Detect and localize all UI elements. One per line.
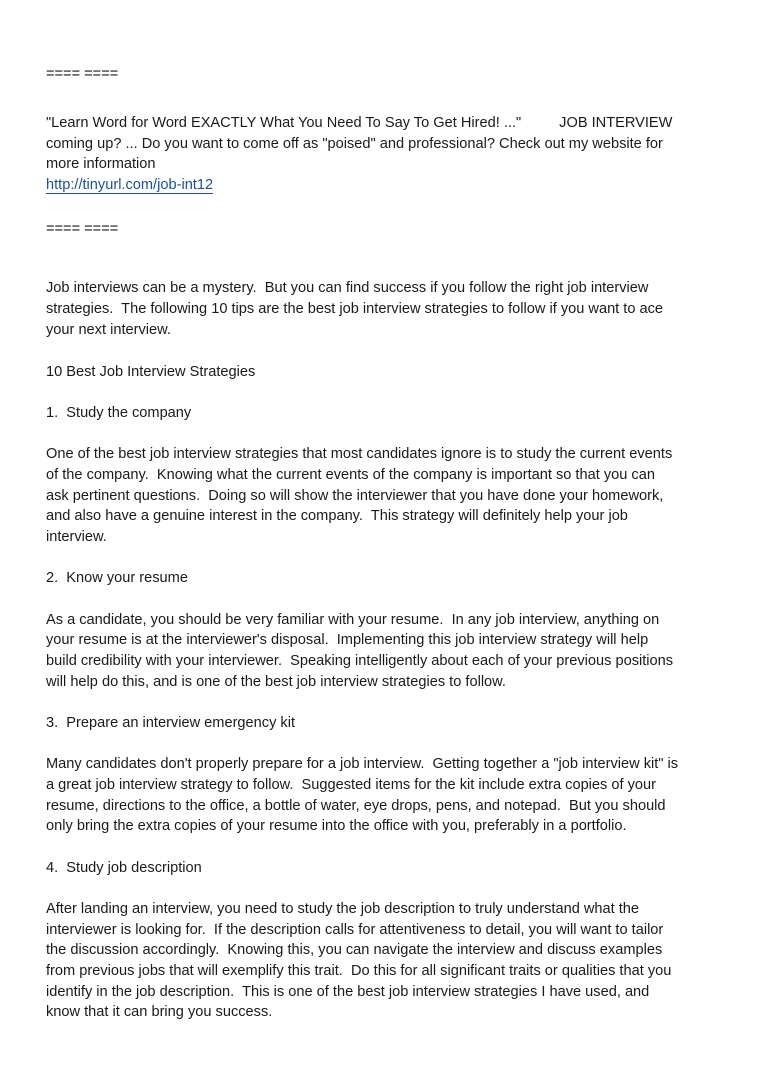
intro-line: strategies. The following 10 tips are the best job interview strategies to follow if you want to ace	[46, 301, 664, 317]
section-line: your resume is at the interviewer's disposal. Implementing this job interview strategy will help	[46, 632, 649, 648]
intro-line: your next interview.	[46, 322, 171, 338]
section-line: and also have a genuine interest in the company. This strategy will definitely help your job	[46, 508, 628, 524]
section-heading: 3. Prepare an interview emergency kit	[46, 715, 296, 731]
section-line: ask pertinent questions. Doing so will show the interviewer that you have done your homework,	[46, 488, 664, 504]
website-link[interactable]: http://tinyurl.com/job-int12	[46, 177, 214, 193]
separator-top: ==== ====	[46, 66, 119, 82]
section-line: interview.	[46, 529, 107, 545]
section-line: the discussion accordingly. Knowing this, you can navigate the interview and discuss examples	[46, 942, 663, 958]
list-title: 10 Best Job Interview Strategies	[46, 364, 256, 380]
separator-bottom: ==== ====	[46, 221, 119, 237]
section-line: know that it can bring you success.	[46, 1004, 273, 1020]
section-heading: 1. Study the company	[46, 405, 192, 421]
section-heading: 2. Know your resume	[46, 570, 188, 586]
section-line: One of the best job interview strategies that most candidates ignore is to study the current events	[46, 446, 673, 462]
section-line: Many candidates don't properly prepare for a job interview. Getting together a "job interview kit" is	[46, 756, 679, 772]
ad-line-2: coming up? ... Do you want to come off as "poised" and professional? Check out my website for	[46, 136, 663, 152]
section-line: As a candidate, you should be very familiar with your resume. In any job interview, anything on	[46, 612, 660, 628]
section-line: identify in the job description. This is one of the best job interview strategies I have used, and	[46, 984, 650, 1000]
ad-headline: "Learn Word for Word EXACTLY What You Need To Say To Get Hired! ..."	[46, 115, 522, 131]
ad-link-line	[46, 175, 213, 196]
section-line: resume, directions to the office, a bottle of water, eye drops, pens, and notepad. But you should	[46, 798, 666, 814]
section-line: After landing an interview, you need to study the job description to truly understand what the	[46, 901, 640, 917]
section-line: build credibility with your interviewer. Speaking intelligently about each of your previous positions	[46, 653, 674, 669]
ad-line-1	[46, 113, 672, 134]
ad-line-3: more information	[46, 156, 156, 172]
intro-line: Job interviews can be a mystery. But you can find success if you follow the right job interview	[46, 280, 649, 296]
section-line: a great job interview strategy to follow. Suggested items for the kit include extra copies of your	[46, 777, 657, 793]
section-line: interviewer is looking for. If the description calls for attentiveness to detail, you will want to tailor	[46, 922, 664, 938]
section-heading: 4. Study job description	[46, 860, 202, 876]
section-line: will help do this, and is one of the best job interview strategies to follow.	[46, 674, 506, 690]
section-line: from previous jobs that will exemplify this trait. Do this for all significant traits or qualities that you	[46, 963, 672, 979]
section-line: only bring the extra copies of your resume into the office with you, preferably in a portfolio.	[46, 818, 627, 834]
section-line: of the company. Knowing what the current events of the company is important so that you can	[46, 467, 655, 483]
ad-job-interview: JOB INTERVIEW	[559, 115, 673, 131]
